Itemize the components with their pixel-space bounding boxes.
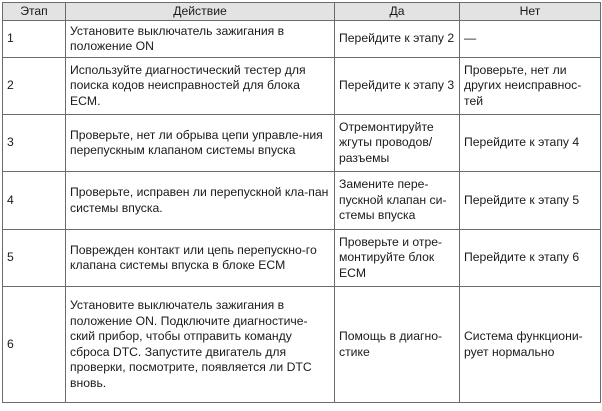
table-row <box>3 287 601 403</box>
diagnostic-table <box>2 2 601 403</box>
action-cell: Используйте диагностический тестер для поиска кодов неисправностей для блока ECM. <box>66 58 335 115</box>
step-cell: 2 <box>3 58 66 115</box>
header-no: Нет <box>460 3 601 21</box>
yes-cell: Отремонтируйте жгуты проводов/разъемы <box>335 115 460 172</box>
yes-cell: Перейдите к этапу 2 <box>335 21 460 58</box>
header-action: Действие <box>66 3 335 21</box>
no-cell: Перейдите к этапу 6 <box>460 230 601 287</box>
header-row <box>3 3 601 21</box>
header-step: Этап <box>3 3 66 21</box>
step-cell: 1 <box>3 21 66 58</box>
action-cell: Поврежден контакт или цепь перепускно-го клапана системы впуска в блоке ECM <box>66 230 335 287</box>
action-cell: Проверьте, нет ли обрыва цепи управле-ния перепускным клапаном системы впуска <box>66 115 335 172</box>
yes-cell: Проверьте и отре-монтируйте блок ECM <box>335 230 460 287</box>
no-cell: Проверьте, нет ли других неисправнос-тей <box>460 58 601 115</box>
table-row <box>3 230 601 287</box>
action-cell: Установите выключатель зажигания в положение ON <box>66 21 335 58</box>
step-cell: 5 <box>3 230 66 287</box>
yes-cell: Помощь в диагно-стике <box>335 287 460 403</box>
no-cell: — <box>460 21 601 58</box>
no-cell: Перейдите к этапу 5 <box>460 172 601 230</box>
no-cell: Система функциони-рует нормально <box>460 287 601 403</box>
table-row <box>3 115 601 172</box>
yes-cell: Замените пере-пускной клапан си-стемы впуска <box>335 172 460 230</box>
table-row <box>3 172 601 230</box>
step-cell: 6 <box>3 287 66 403</box>
header-yes: Да <box>335 3 460 21</box>
no-cell: Перейдите к этапу 4 <box>460 115 601 172</box>
yes-cell: Перейдите к этапу 3 <box>335 58 460 115</box>
table-row <box>3 21 601 58</box>
table-row <box>3 58 601 115</box>
step-cell: 4 <box>3 172 66 230</box>
action-cell: Проверьте, исправен ли перепускной кла-пан системы впуска. <box>66 172 335 230</box>
step-cell: 3 <box>3 115 66 172</box>
action-cell: Установите выключатель зажигания в положение ON. Подключите диагностиче-ский прибор, чтобы отправить команду сброса DTC. Запустите двигатель для проверки, посмотрите, появляется ли DTC вновь. <box>66 287 335 403</box>
